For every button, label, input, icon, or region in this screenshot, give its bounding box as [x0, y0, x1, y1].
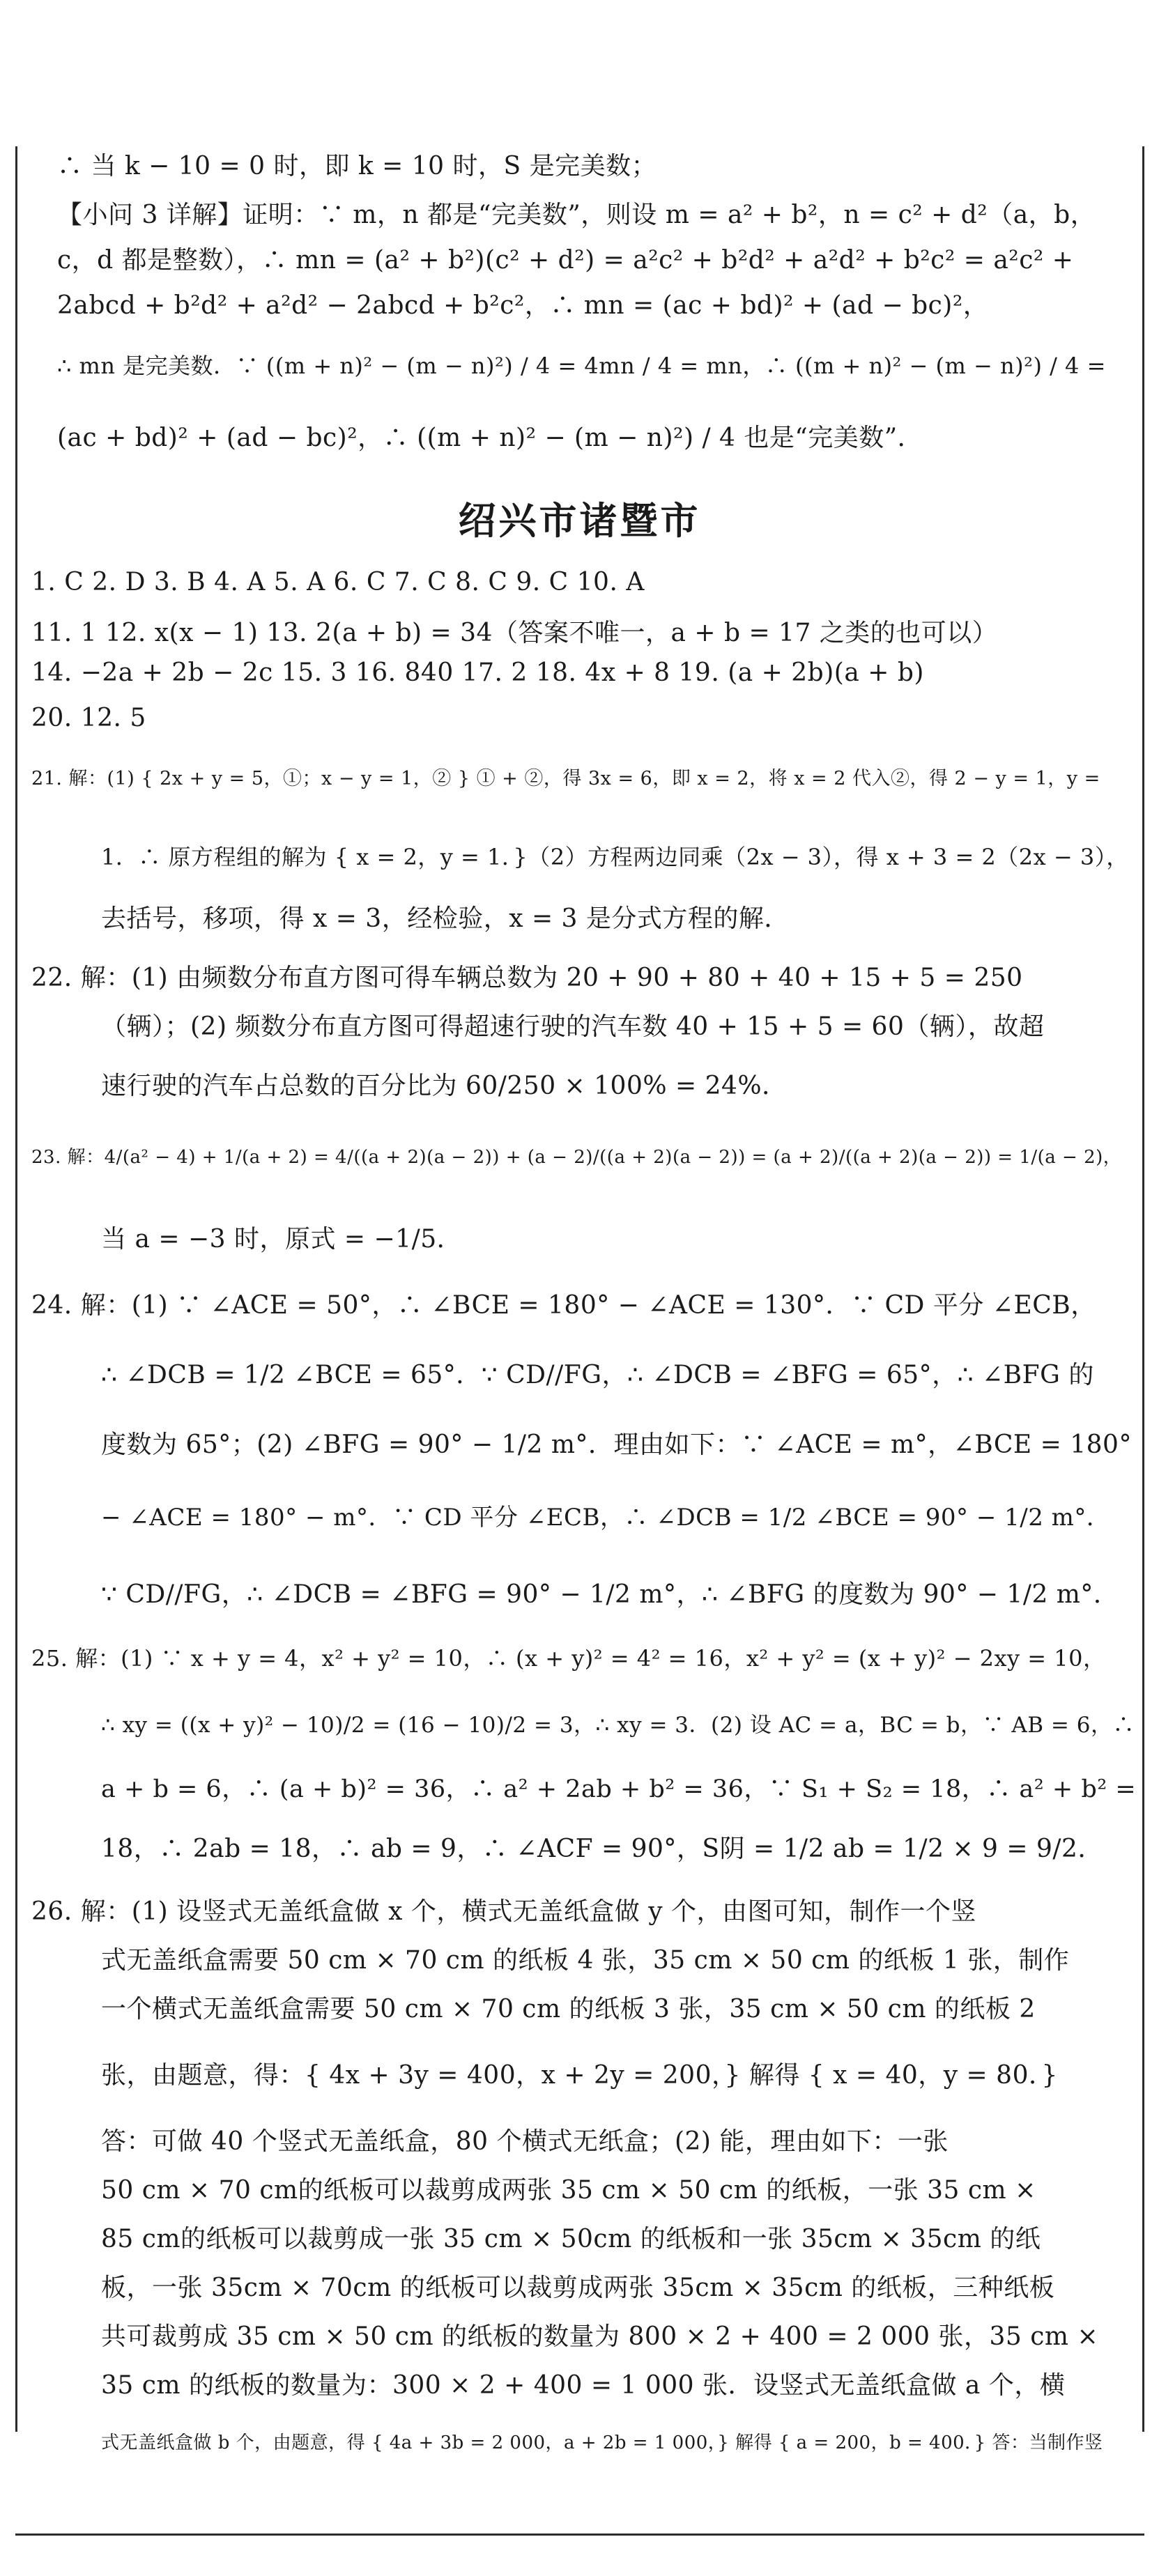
- proof-line: 【小问 3 详解】证明：∵ m，n 都是“完美数”，则设 m = a² + b²，n = c² + d²（a，b，: [57, 201, 1096, 229]
- q24-line: ∵ CD//FG，∴ ∠DCB = ∠BFG = 90° − 1/2 m°，∴ ∠BFG 的度数为 90° − 1/2 m°．: [101, 1580, 1119, 1609]
- bottom-border-rule: [15, 2533, 1144, 2536]
- q22-line: 22. 解：(1) 由频数分布直方图可得车辆总数为 20 + 90 + 80 + 40 + 15 + 5 = 250: [31, 964, 1023, 992]
- q21-line: 21. 解：(1) { 2x + y = 5，①；x − y = 1，② } ① + ②，得 3x = 6，即 x = 2，将 x = 2 代入②，得 2 − y = 1，y =: [31, 768, 1100, 789]
- answer-row: 14. −2a + 2b − 2c 15. 3 16. 840 17. 2 18. 4x + 8 19. (a + 2b)(a + b): [31, 658, 924, 687]
- q25-line: 18，∴ 2ab = 18，∴ ab = 9，∴ ∠ACF = 90°，S阴 = 1/2 ab = 1/2 × 9 = 9/2．: [101, 1835, 1103, 1863]
- q26-line: 26. 解：(1) 设竖式无盖纸盒做 x 个，横式无盖纸盒做 y 个，由图可知，制作一个竖: [31, 1897, 977, 1926]
- q26-line: 50 cm × 70 cm的纸板可以裁剪成两张 35 cm × 50 cm 的纸板，一张 35 cm ×: [101, 2176, 1036, 2205]
- q25-line: a + b = 6，∴ (a + b)² = 36，∴ a² + 2ab + b² = 36，∵ S₁ + S₂ = 18，∴ a² + b² =: [101, 1775, 1137, 1803]
- q26-line: 答：可做 40 个竖式无盖纸盒，80 个横式无纸盒；(2) 能，理由如下：一张: [101, 2127, 949, 2156]
- q22-line: 速行驶的汽车占总数的百分比为 60/250 × 100% = 24%．: [101, 1072, 788, 1100]
- proof-line: ∴ 当 k − 10 = 0 时，即 k = 10 时，S 是完美数；: [57, 152, 657, 180]
- left-border-rule: [15, 146, 17, 2432]
- section-title: 绍兴市诸暨市: [458, 499, 701, 543]
- q22-line: （辆）；(2) 频数分布直方图可得超速行驶的汽车数 40 + 15 + 5 = 60（辆），故超: [101, 1012, 1045, 1041]
- q24-line: 度数为 65°；(2) ∠BFG = 90° − 1/2 m°．理由如下：∵ ∠ACE = m°，∠BCE = 180°: [101, 1430, 1132, 1459]
- q26-line: 一个横式无盖纸盒需要 50 cm × 70 cm 的纸板 3 张，35 cm × 50 cm 的纸板 2: [101, 1995, 1036, 2023]
- proof-line: c，d 都是整数），∴ mn = (a² + b²)(c² + d²) = a²c² + b²d² + a²d² + b²c² = a²c² +: [57, 246, 1074, 275]
- proof-line: (ac + bd)² + (ad − bc)²，∴ ((m + n)² − (m − n)²) / 4 也是“完美数”．: [57, 424, 923, 452]
- proof-line: 2abcd + b²d² + a²d² − 2abcd + b²c²，∴ mn = (ac + bd)² + (ad − bc)²，: [57, 291, 989, 320]
- q24-line: − ∠ACE = 180° − m°．∵ CD 平分 ∠ECB，∴ ∠DCB = 1/2 ∠BCE = 90° − 1/2 m°．: [101, 1504, 1111, 1532]
- q24-line: 24. 解：(1) ∵ ∠ACE = 50°，∴ ∠BCE = 180° − ∠ACE = 130°．∵ CD 平分 ∠ECB，: [31, 1291, 1096, 1320]
- q23-line: 23. 解：4/(a² − 4) + 1/(a + 2) = 4/((a + 2)(a − 2)) + (a − 2)/((a + 2)(a − 2)) = (a + 2)/((a + 2)(a − 2)) = 1/(a − 2)，: [31, 1147, 1122, 1168]
- answer-row: 1. C 2. D 3. B 4. A 5. A 6. C 7. C 8. C 9. C 10. A: [31, 568, 645, 596]
- q26-line: 板，一张 35cm × 70cm 的纸板可以裁剪成两张 35cm × 35cm 的纸板，三种纸板: [101, 2274, 1055, 2302]
- q21-line: 去括号，移项，得 x = 3，经检验，x = 3 是分式方程的解．: [101, 904, 790, 933]
- right-border-rule: [1142, 146, 1144, 2432]
- answer-row: 11. 1 12. x(x − 1) 13. 2(a + b) = 34（答案不唯一，a + b = 17 之类的也可以）: [31, 619, 998, 647]
- q26-line: 式无盖纸盒做 b 个，由题意，得 { 4a + 3b = 2 000，a + 2b = 1 000，} 解得 { a = 200，b = 400．} 答：当制作竖: [101, 2432, 1103, 2453]
- q26-line: 85 cm的纸板可以裁剪成一张 35 cm × 50cm 的纸板和一张 35cm × 35cm 的纸: [101, 2225, 1041, 2253]
- q25-line: ∴ xy = ((x + y)² − 10)/2 = (16 − 10)/2 = 3，∴ xy = 3．(2) 设 AC = a，BC = b，∵ AB = 6，∴: [101, 1713, 1135, 1738]
- q26-line: 张，由题意，得：{ 4x + 3y = 400，x + 2y = 200，} 解得 { x = 40，y = 80．}: [101, 2061, 1058, 2090]
- q26-line: 35 cm 的纸板的数量为：300 × 2 + 400 = 1 000 张．设竖式无盖纸盒做 a 个，横: [101, 2371, 1066, 2400]
- q26-line: 式无盖纸盒需要 50 cm × 70 cm 的纸板 4 张，35 cm × 50 cm 的纸板 1 张，制作: [101, 1946, 1070, 1975]
- q25-line: 25. 解：(1) ∵ x + y = 4，x² + y² = 10，∴ (x + y)² = 4² = 16，x² + y² = (x + y)² − 2xy = 10，: [31, 1645, 1106, 1672]
- q23-line: 当 a = −3 时，原式 = −1/5．: [101, 1225, 463, 1254]
- q26-line: 共可裁剪成 35 cm × 50 cm 的纸板的数量为 800 × 2 + 400 = 2 000 张，35 cm ×: [101, 2322, 1099, 2351]
- answer-row: 20. 12. 5: [31, 704, 146, 732]
- proof-line: ∴ mn 是完美数．∵ ((m + n)² − (m − n)²) / 4 = 4mn / 4 = mn，∴ ((m + n)² − (m − n)²) / 4 =: [57, 353, 1106, 379]
- q21-line: 1．∴ 原方程组的解为 { x = 2，y = 1．}（2）方程两边同乘（2x − 3），得 x + 3 = 2（2x − 3），: [101, 844, 1129, 870]
- q24-line: ∴ ∠DCB = 1/2 ∠BCE = 65°．∵ CD//FG，∴ ∠DCB = ∠BFG = 65°，∴ ∠BFG 的: [101, 1361, 1094, 1389]
